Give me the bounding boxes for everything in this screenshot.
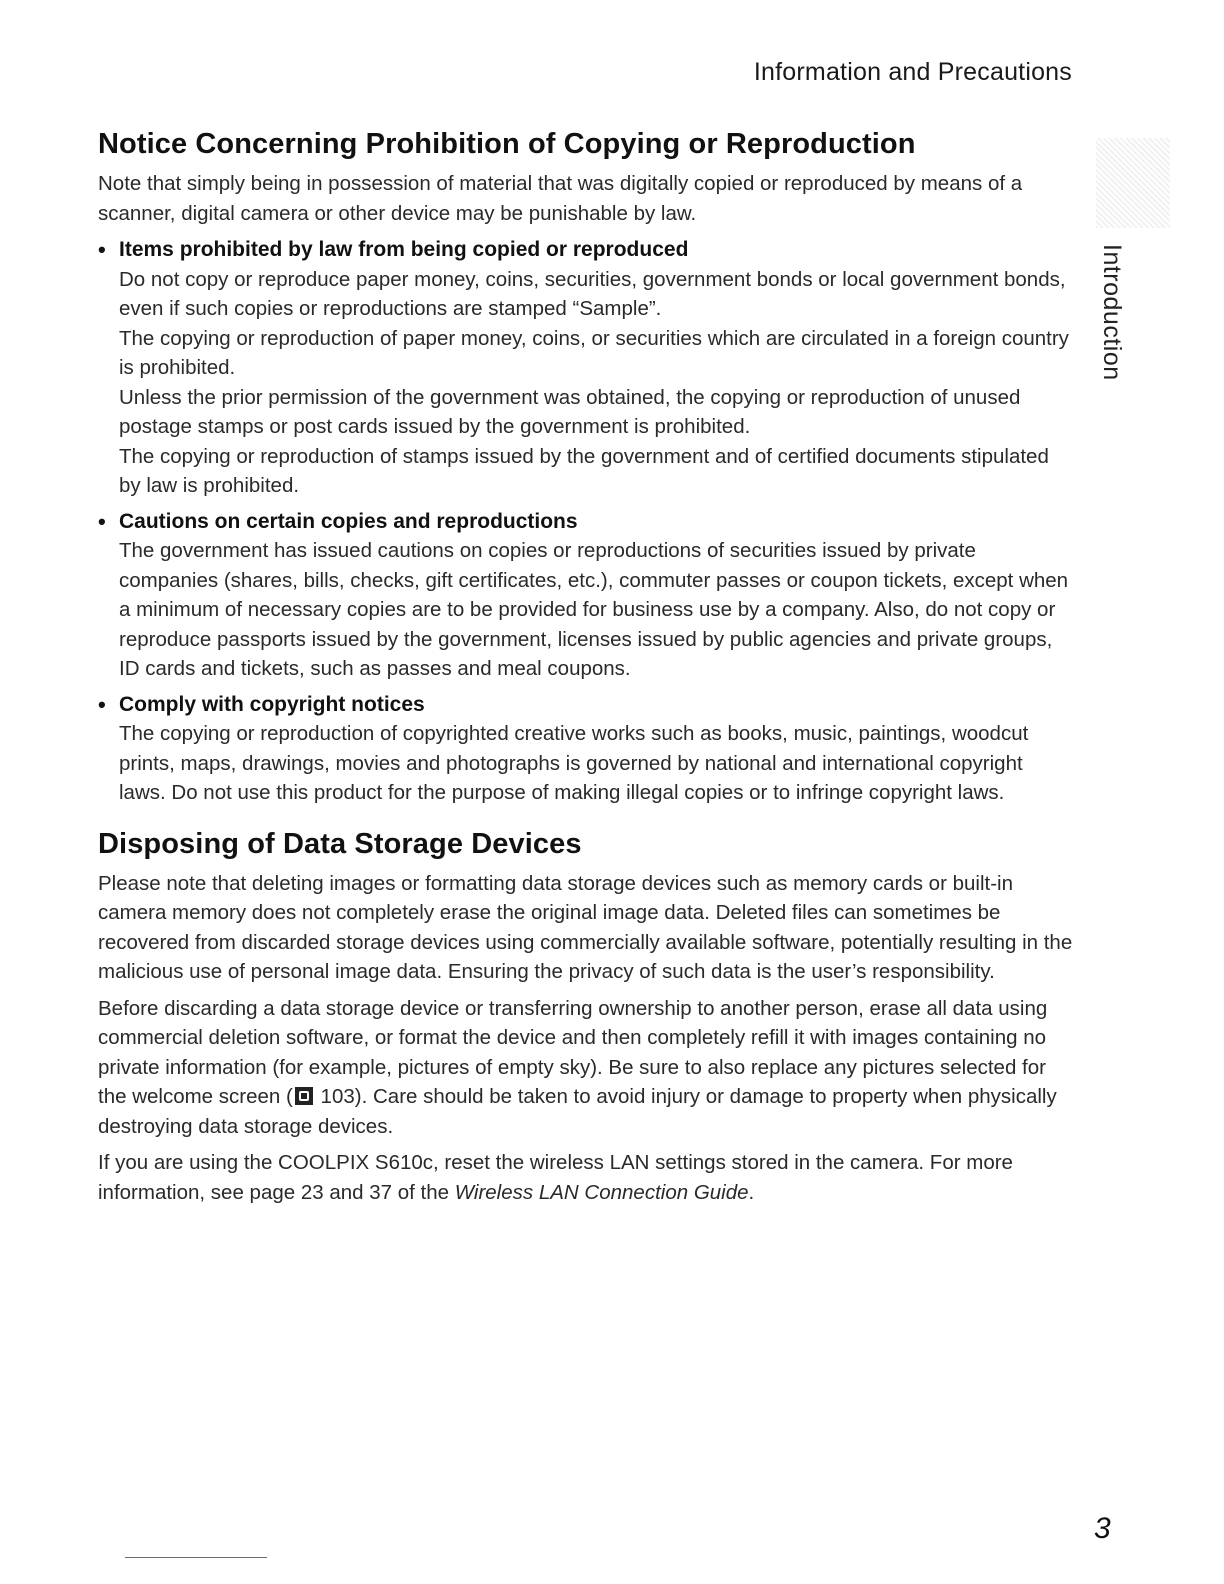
section-paragraph (98, 994, 1073, 1142)
bullet-paragraph: Unless the prior permission of the government was obtained, the copying or reproduction of unused postage stamps or post cards issued by the government is prohibited. (119, 385, 1021, 438)
bullet-paragraph: Do not copy or reproduce paper money, coins, securities, government bonds or local government bonds, even if such copies or reproductions are stamped “Sample”. (119, 267, 1066, 320)
page-content (98, 128, 1073, 1214)
bullet-title: Comply with copyright notices (119, 692, 425, 716)
bullet-paragraph: The copying or reproduction of copyrighted creative works such as books, music, paintings, woodcut prints, maps, drawings, movies and photographs is governed by national and international copyright laws. Do not use this product for the purpose of making illegal copies or to infringe copyright laws. (119, 722, 1029, 804)
chapter-tab-marker (1096, 138, 1170, 228)
section-paragraph (98, 1148, 1073, 1207)
page-number: 3 (1094, 1512, 1111, 1545)
bullet-dot-icon: • (98, 691, 106, 717)
paragraph-text: ). Care should be taken to avoid injury or damage to property when physically destroying data storage devices. (98, 1085, 1057, 1138)
bullet-title: Cautions on certain copies and reproductions (119, 509, 578, 533)
section-disposing-storage (98, 828, 1073, 1208)
chapter-tab-label: Introduction (1098, 244, 1126, 381)
bullet-paragraph: The copying or reproduction of paper money, coins, or securities which are circulated in a foreign country is prohibited. (119, 326, 1069, 379)
section-paragraph: Please note that deleting images or formatting data storage devices such as memory cards or built-in camera memory does not completely erase the original image data. Deleted files can sometimes be recovered from discarded storage devices using commercially available software, potentially resulting in the malicious use of personal image data. Ensuring the privacy of such data is the user’s responsibility. (98, 871, 1073, 983)
section-copying-notice (98, 128, 1073, 808)
page-reference: 103 (320, 1085, 355, 1108)
bullet-paragraph: The copying or reproduction of stamps issued by the government and of certified documents stipulated by law is prohibited. (119, 444, 1049, 497)
paragraph-text: If you are using the COOLPIX S610c, reset the wireless LAN settings stored in the camera. For more information, see page 23 and 37 of the (98, 1151, 1013, 1204)
bullet-item-copyright (98, 690, 1073, 808)
bullet-dot-icon: • (98, 237, 106, 262)
paragraph-text: Before discarding a data storage device or transferring ownership to another person, erase all data using commercial deletion software, or format the device and then completely refill it with images containing no private information (for example, pictures of empty sky). Be sure to also replace any pictures selected for the welcome screen ( (98, 996, 1048, 1108)
guide-title: Wireless LAN Connection Guide (454, 1180, 749, 1204)
bullet-item-prohibited (98, 235, 1073, 501)
bullet-dot-icon: • (98, 508, 106, 534)
section-title: Notice Concerning Prohibition of Copying or Reproduction (98, 128, 916, 160)
paragraph-text: . (748, 1180, 755, 1204)
section-intro: Note that simply being in possession of material that was digitally copied or reproduced by means of a scanner, digital camera or other device may be punishable by law. (98, 172, 1023, 225)
section-title: Disposing of Data Storage Devices (98, 827, 582, 860)
bullet-title: Items prohibited by law from being copied or reproduced (119, 238, 689, 261)
footer-rule (125, 1557, 267, 1558)
setup-menu-icon (295, 1087, 313, 1105)
running-header: Information and Precautions (753, 58, 1072, 86)
bullet-item-cautions (98, 507, 1073, 684)
bullet-paragraph: The government has issued cautions on copies or reproductions of securities issued by private companies (shares, bills, checks, gift certificates, etc.), commuter passes or coupon tickets, except when a minimum of necessary copies are to be provided for business use by a company. Also, do not copy or reproduce passports issued by the government, licenses issued by public agencies and private groups, ID cards and tickets, such as passes and meal coupons. (119, 539, 1069, 680)
